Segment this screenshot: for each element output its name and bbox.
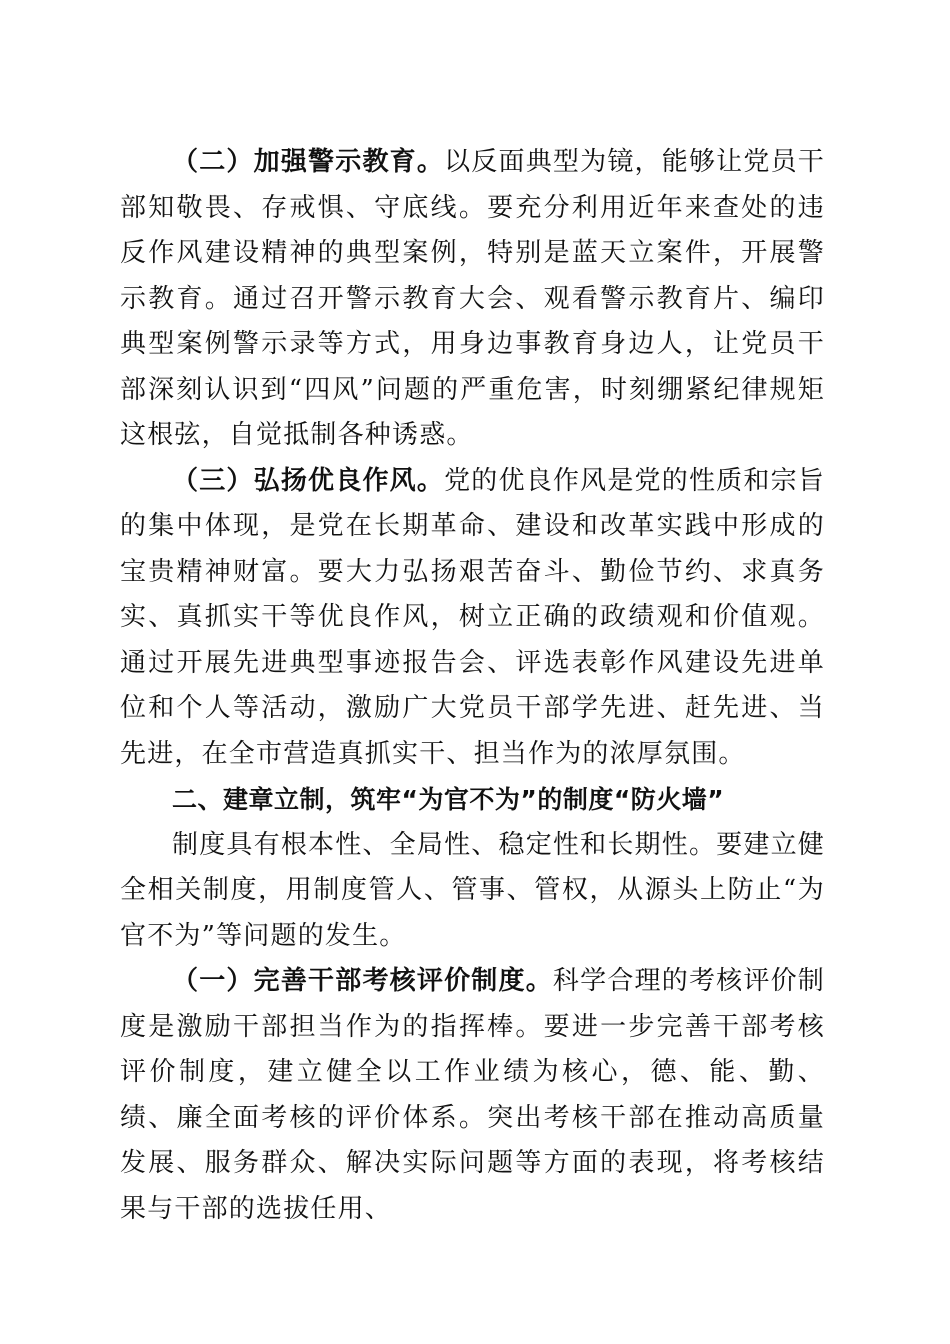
paragraph-warning-education <box>120 140 825 459</box>
paragraph-fine-style <box>120 459 825 778</box>
paragraph-body: 以反面典型为镜，能够让党员干部知敬畏、存戒惧、守底线。要充分利用近年来查处的违反作风建设精神的典型案例，特别是蓝天立案件，开展警示教育。通过召开警示教育大会、观看警示教育片、编印典型案例警示录等方式，用身边事教育身边人，让党员干部深刻认识到“四风”问题的严重危害，时刻绷紧纪律规矩这根弦，自觉抵制各种诱惑。 <box>120 147 825 450</box>
paragraph-body: 科学合理的考核评价制度是激励干部担当作为的指挥棒。要进一步完善干部考核评价制度，建立健全以工作业绩为核心，德、能、勤、绩、廉全面考核的评价体系。突出考核干部在推动高质量发展、服务群众、解决实际问题等方面的表现，将考核结果与干部的选拔任用、 <box>120 966 825 1224</box>
paragraph-lead: （一）完善干部考核评价制度。 <box>172 966 553 996</box>
document-page <box>120 140 825 1232</box>
paragraph-lead: （三）弘扬优良作风。 <box>172 465 445 496</box>
section-intro: 制度具有根本性、全局性、稳定性和长期性。要建立健全相关制度，用制度管人、管事、管权，从源头上防止“为官不为”等问题的发生。 <box>120 829 825 951</box>
paragraph-lead: （二）加强警示教育。 <box>172 147 445 177</box>
paragraph-assessment-system <box>120 959 825 1232</box>
section-heading: 二、建章立制，筑牢“为官不为”的制度“防火墙” <box>172 785 725 814</box>
paragraph-body: 党的优良作风是党的性质和宗旨的集中体现，是党在长期革命、建设和改革实践中形成的宝贵精神财富。要大力弘扬艰苦奋斗、勤俭节约、求真务实、真抓实干等优良作风，树立正确的政绩观和价值观。通过开展先进典型事迹报告会、评选表彰作风建设先进单位和个人等活动，激励广大党员干部学先进、赶先进、当先进，在全市营造真抓实干、担当作为的浓厚氛围。 <box>120 465 825 769</box>
